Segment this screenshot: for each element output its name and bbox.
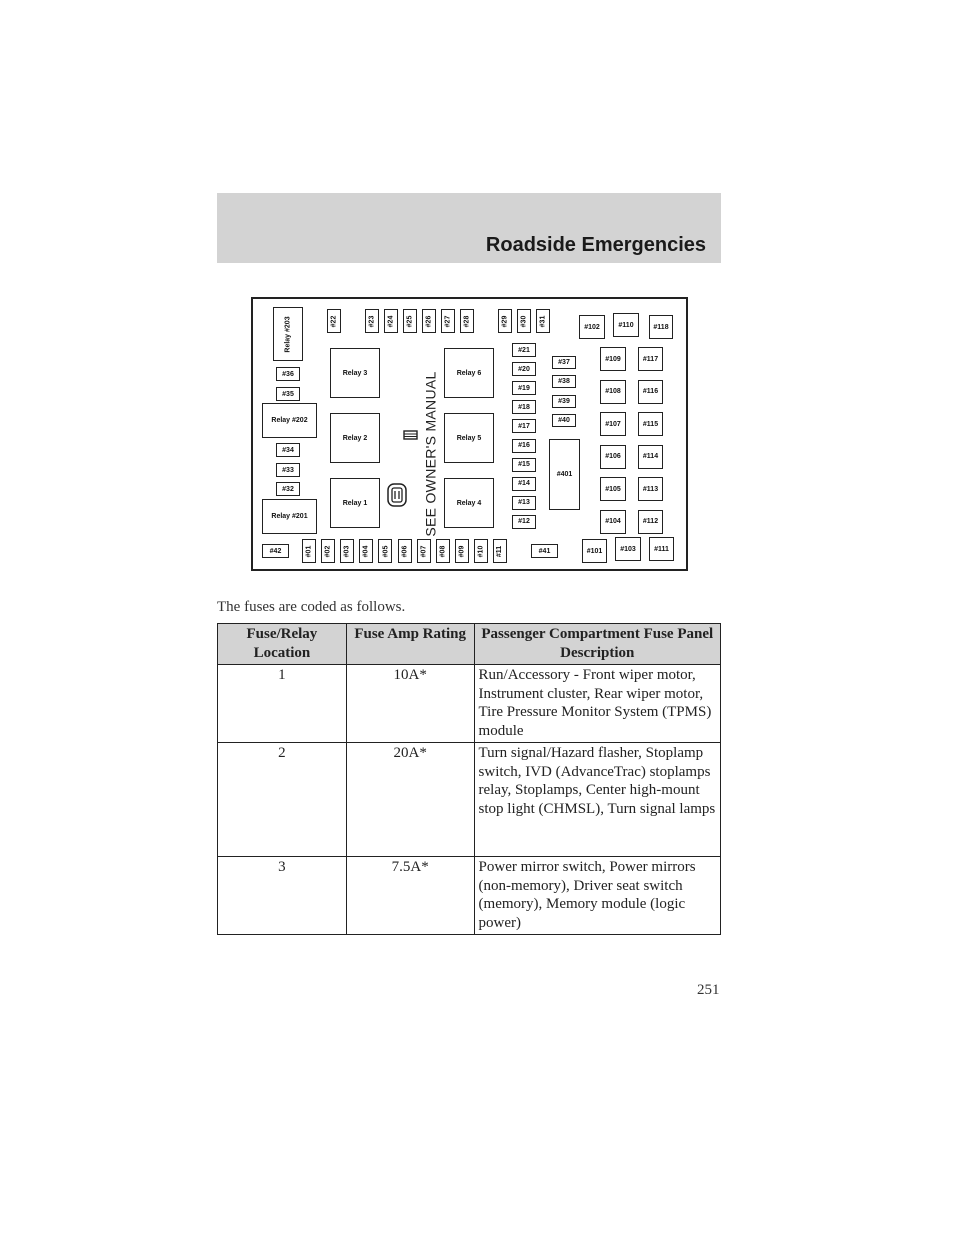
fuse-label: Relay 5 — [456, 434, 482, 442]
fuse-101 — [582, 539, 607, 563]
fuse-location: 2 — [218, 742, 347, 856]
fuse-19 — [512, 381, 536, 395]
fuse-10 — [474, 539, 488, 563]
fuse-105 — [600, 477, 626, 501]
fuse-label: #01 — [305, 545, 313, 557]
fuse-label: #35 — [282, 390, 294, 398]
fuse-relay-3 — [330, 348, 380, 398]
fuse-rating: 10A* — [346, 665, 474, 743]
fuse-18 — [512, 400, 536, 414]
fuse-label: Relay 2 — [342, 434, 368, 442]
fuse-label: #113 — [642, 485, 659, 493]
column-header-location: Fuse/Relay Location — [218, 624, 347, 665]
fuse-17 — [512, 419, 536, 433]
fuse-rating: 20A* — [346, 742, 474, 856]
fuse-label: #401 — [556, 471, 573, 478]
fuse-115 — [638, 412, 663, 436]
fuse-03 — [340, 539, 354, 563]
fuse-41 — [531, 544, 558, 558]
fuse-label: #05 — [381, 545, 389, 557]
puller-tool-icon — [386, 482, 408, 508]
column-header-description: Passenger Compartment Fuse Panel Description — [474, 624, 720, 665]
table-row — [218, 856, 721, 934]
fuse-11 — [493, 539, 507, 563]
fuse-label: #108 — [605, 388, 621, 395]
fuse-description: Run/Accessory - Front wiper motor, Instrument cluster, Rear wiper motor, Tire Pressure Monitor System (TPMS) module — [474, 665, 720, 743]
fuse-08 — [436, 539, 450, 563]
fuse-label: #23 — [368, 315, 376, 327]
fuse-label: #104 — [605, 518, 621, 525]
fuse-label: #15 — [518, 461, 530, 469]
fuse-label: #105 — [605, 485, 621, 493]
fuse-13 — [512, 496, 536, 510]
fuse-label: #17 — [518, 422, 530, 430]
intro-text: The fuses are coded as follows. — [217, 599, 406, 615]
fuse-label: Relay 4 — [456, 499, 482, 507]
fuse-label: #114 — [642, 453, 659, 460]
fuse-label: #02 — [324, 545, 332, 557]
fuse-111 — [649, 537, 674, 561]
fuse-label: Relay 3 — [342, 369, 368, 377]
fuse-07 — [417, 539, 431, 563]
fuse-21 — [512, 343, 536, 357]
fuse-label: #31 — [539, 315, 547, 327]
fuse-116 — [638, 380, 663, 404]
fuse-104 — [600, 510, 626, 534]
fuse-113 — [638, 477, 663, 501]
fuse-22 — [327, 309, 341, 333]
fuse-102 — [579, 315, 605, 339]
section-title: Roadside Emergencies — [485, 234, 706, 256]
fuse-label: #11 — [496, 545, 504, 557]
fuse-label: #111 — [654, 545, 669, 553]
fuse-table — [217, 623, 721, 935]
fuse-location: 1 — [218, 665, 347, 743]
fuse-label: #03 — [343, 545, 351, 557]
fuse-label: #25 — [406, 315, 414, 327]
fuse-27 — [441, 309, 455, 333]
fuse-16 — [512, 439, 536, 453]
fuse-23 — [365, 309, 379, 333]
fuse-label: #32 — [282, 485, 294, 493]
fuse-relay-203 — [273, 307, 303, 361]
fuse-label: #10 — [477, 545, 485, 557]
header-band — [217, 193, 721, 263]
fuse-label: #33 — [282, 466, 294, 474]
fuse-14 — [512, 477, 536, 491]
fuse-01 — [302, 539, 316, 563]
column-header-rating: Fuse Amp Rating — [346, 624, 474, 665]
fuse-label: #41 — [538, 547, 551, 555]
fuse-label: #27 — [444, 315, 452, 327]
fuse-label: #42 — [269, 547, 282, 555]
fuse-39 — [552, 395, 576, 408]
fuse-label: #109 — [605, 355, 621, 363]
fuse-40 — [552, 414, 576, 427]
fuse-label: #39 — [558, 397, 570, 405]
fuse-label: #102 — [584, 323, 600, 331]
fuse-label: #06 — [401, 545, 408, 557]
fuse-29 — [498, 309, 512, 333]
fuse-label: Relay #202 — [271, 417, 308, 424]
fuse-label: Relay 6 — [456, 369, 482, 377]
fuse-118 — [649, 315, 673, 339]
fuse-37 — [552, 356, 576, 369]
fuse-106 — [600, 445, 626, 469]
fuse-33 — [276, 463, 300, 477]
fuse-109 — [600, 347, 626, 371]
fuse-label: #40 — [558, 416, 570, 424]
fuse-04 — [359, 539, 373, 563]
fuse-label: #04 — [362, 545, 370, 557]
fuse-label: #118 — [653, 323, 669, 331]
fuse-38 — [552, 375, 576, 388]
fuse-26 — [422, 309, 436, 333]
fuse-110 — [613, 313, 639, 337]
fuse-label: #101 — [586, 547, 603, 555]
fuse-107 — [600, 412, 626, 436]
fuse-label: #116 — [642, 388, 659, 395]
fuse-label: #38 — [558, 378, 570, 386]
fuse-05 — [378, 539, 392, 563]
fuse-label: Relay 1 — [342, 499, 368, 507]
fuse-label: #18 — [518, 403, 530, 411]
fuse-35 — [276, 387, 300, 401]
fuse-label: #16 — [518, 442, 530, 449]
fuse-103 — [615, 537, 641, 561]
fuse-description: Turn signal/Hazard flasher, Stoplamp switch, IVD (AdvanceTrac) stoplamps relay, Stoplamps, Center high-mount stop light (CHMSL), Turn signal lamps — [474, 742, 720, 856]
fuse-label: Relay #203 — [284, 315, 292, 353]
fuse-label: #112 — [642, 518, 659, 525]
fuse-label: #20 — [518, 365, 530, 373]
fuse-02 — [321, 539, 335, 563]
fuse-15 — [512, 458, 536, 472]
fuse-relay-202 — [262, 403, 317, 438]
table-row — [218, 665, 721, 743]
fuse-relay-4 — [444, 478, 494, 528]
fuse-25 — [403, 309, 417, 333]
fuse-label: #36 — [282, 370, 294, 378]
fuse-30 — [517, 309, 531, 333]
fuse-34 — [276, 443, 300, 457]
fuse-label: #29 — [501, 315, 509, 327]
see-owners-manual-text: SEE OWNER'S MANUAL — [423, 371, 439, 537]
fuse-relay-6 — [444, 348, 494, 398]
fuse-label: #14 — [518, 480, 530, 488]
fuse-panel-diagram — [251, 297, 688, 571]
fuse-06 — [398, 539, 412, 563]
fuse-32 — [276, 482, 300, 496]
fuse-31 — [536, 309, 550, 333]
fuse-401 — [549, 439, 580, 510]
fuse-114 — [638, 445, 663, 469]
fuse-label: #117 — [642, 355, 659, 363]
fuse-label: #115 — [642, 420, 659, 428]
fuse-20 — [512, 362, 536, 376]
fuse-label: #26 — [425, 315, 433, 327]
fuse-36 — [276, 367, 300, 381]
fuse-label: #21 — [518, 346, 530, 354]
fuse-label: #103 — [620, 545, 636, 553]
fuse-label: #22 — [330, 315, 338, 327]
fuse-108 — [600, 380, 626, 404]
fuse-28 — [460, 309, 474, 333]
table-header-row — [218, 624, 721, 665]
fuse-rating: 7.5A* — [346, 856, 474, 934]
connector-icon — [403, 429, 419, 441]
fuse-relay-2 — [330, 413, 380, 463]
fuse-label: #07 — [420, 545, 428, 557]
fuse-label: #19 — [518, 384, 530, 392]
fuse-label: #106 — [605, 453, 621, 460]
fuse-24 — [384, 309, 398, 333]
fuse-label: #12 — [518, 518, 530, 526]
fuse-label: #28 — [463, 315, 471, 327]
fuse-label: #34 — [282, 446, 294, 454]
fuse-112 — [638, 510, 663, 534]
fuse-location: 3 — [218, 856, 347, 934]
fuse-label: #110 — [618, 321, 634, 329]
fuse-117 — [638, 347, 663, 371]
table-row — [218, 742, 721, 856]
fuse-label: Relay #201 — [271, 513, 308, 520]
fuse-label: #30 — [520, 315, 528, 327]
page-number: 251 — [697, 982, 720, 998]
fuse-12 — [512, 515, 536, 529]
fuse-relay-5 — [444, 413, 494, 463]
fuse-label: #37 — [558, 359, 570, 366]
fuse-label: #107 — [605, 420, 621, 428]
see-owners-manual-label — [415, 371, 447, 537]
fuse-description: Power mirror switch, Power mirrors (non-memory), Driver seat switch (memory), Memory module (logic power) — [474, 856, 720, 934]
fuse-label: #08 — [439, 545, 447, 557]
fuse-label: #13 — [518, 499, 530, 507]
fuse-09 — [455, 539, 469, 563]
fuse-relay-1 — [330, 478, 380, 528]
fuse-relay-201 — [262, 499, 317, 534]
fuse-42 — [262, 544, 289, 558]
fuse-label: #24 — [387, 315, 395, 327]
fuse-label: #09 — [458, 545, 466, 557]
